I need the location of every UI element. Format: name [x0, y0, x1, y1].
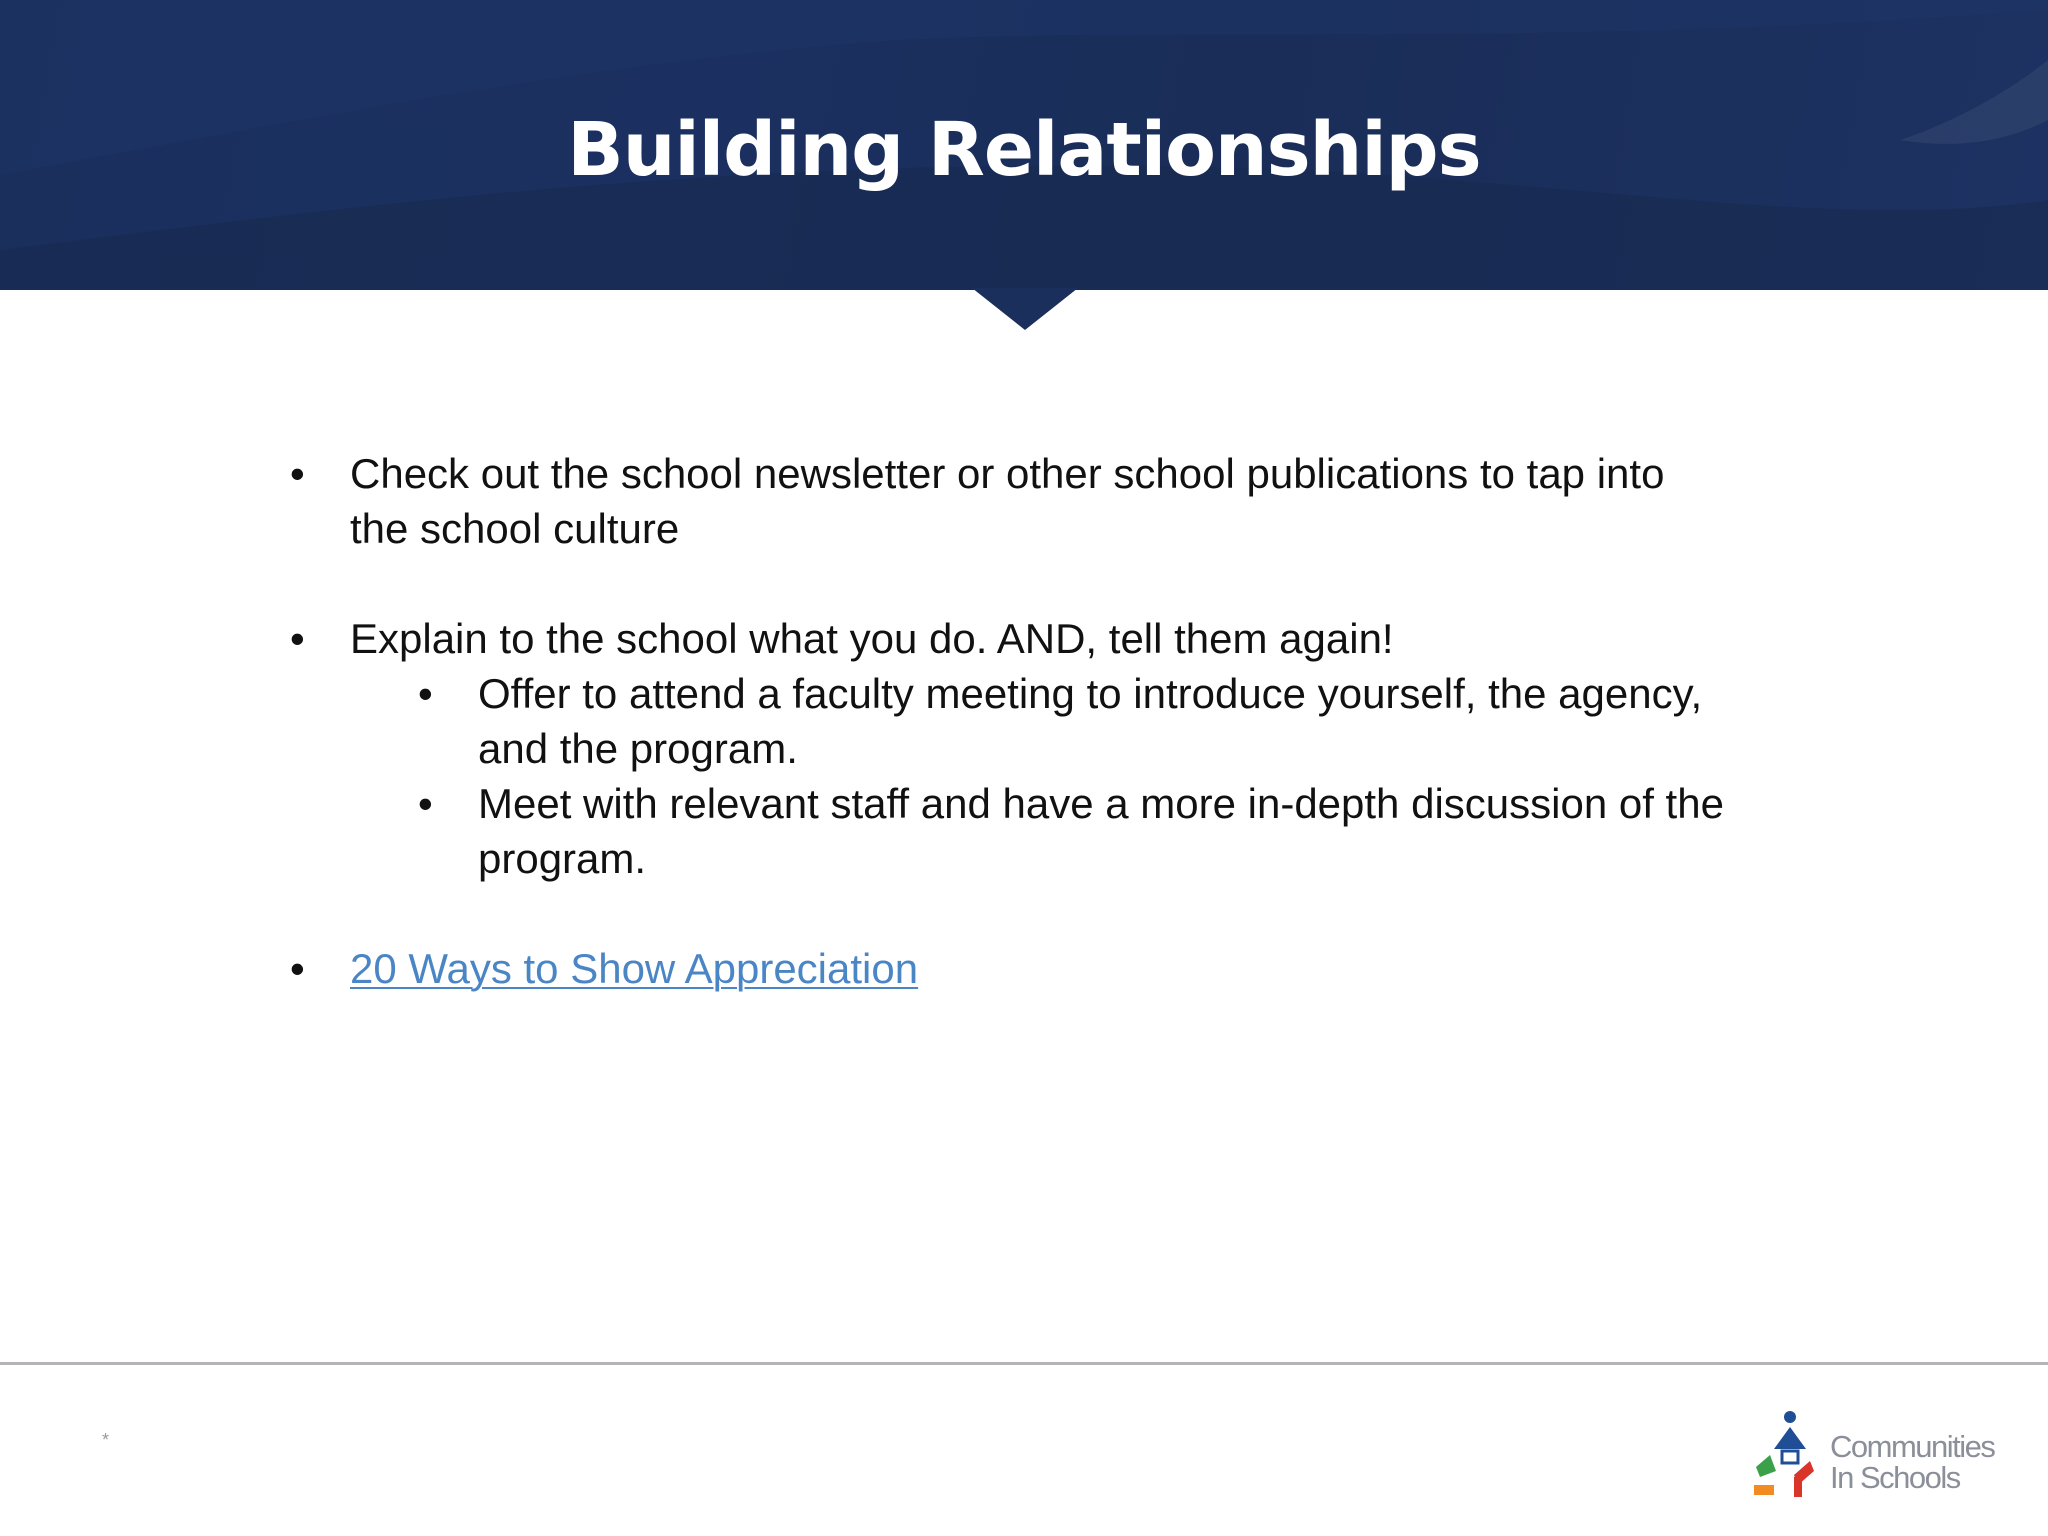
sub-bullet-item	[280, 666, 1860, 776]
bullet-marker: •	[290, 945, 305, 992]
bullet-list	[280, 446, 1860, 996]
header-notch	[972, 288, 1078, 330]
bullet-text: Explain to the school what you do. AND, tell them again!	[350, 615, 1394, 662]
bullet-text-line: Check out the school newsletter or other school publications to tap into	[350, 450, 1665, 497]
sub-bullet-marker: •	[418, 670, 433, 717]
sub-bullet-text-line: Offer to attend a faculty meeting to introduce yourself, the agency,	[478, 670, 1703, 717]
header-band	[0, 0, 2048, 290]
bullet-text-line: the school culture	[350, 505, 680, 552]
bullet-marker: •	[290, 450, 305, 497]
sub-bullet-text-line: program.	[478, 835, 647, 882]
footer-mark: *	[102, 1430, 110, 1450]
sub-bullet-text-line: and the program.	[478, 725, 798, 772]
sub-bullet-text-line: Meet with relevant staff and have a more in-depth discussion of the	[478, 780, 1724, 827]
logo-text-line: Communities	[1830, 1429, 1995, 1464]
slide-title: Building Relationships	[567, 107, 1481, 193]
sub-bullet-item	[280, 776, 1860, 886]
bullet-item	[280, 446, 1860, 556]
logo-house-icon	[1748, 1405, 1828, 1497]
logo-text-line: In Schools	[1830, 1460, 1960, 1495]
logo-text	[1830, 1431, 1994, 1493]
communities-in-schools-logo	[1748, 1405, 2008, 1497]
footer-divider	[0, 1362, 2048, 1365]
bullet-marker: •	[290, 615, 305, 662]
bullet-item	[280, 941, 1860, 996]
appreciation-link[interactable]: 20 Ways to Show Appreciation	[350, 945, 919, 992]
sub-bullet-marker: •	[418, 780, 433, 827]
bullet-item	[280, 611, 1860, 666]
